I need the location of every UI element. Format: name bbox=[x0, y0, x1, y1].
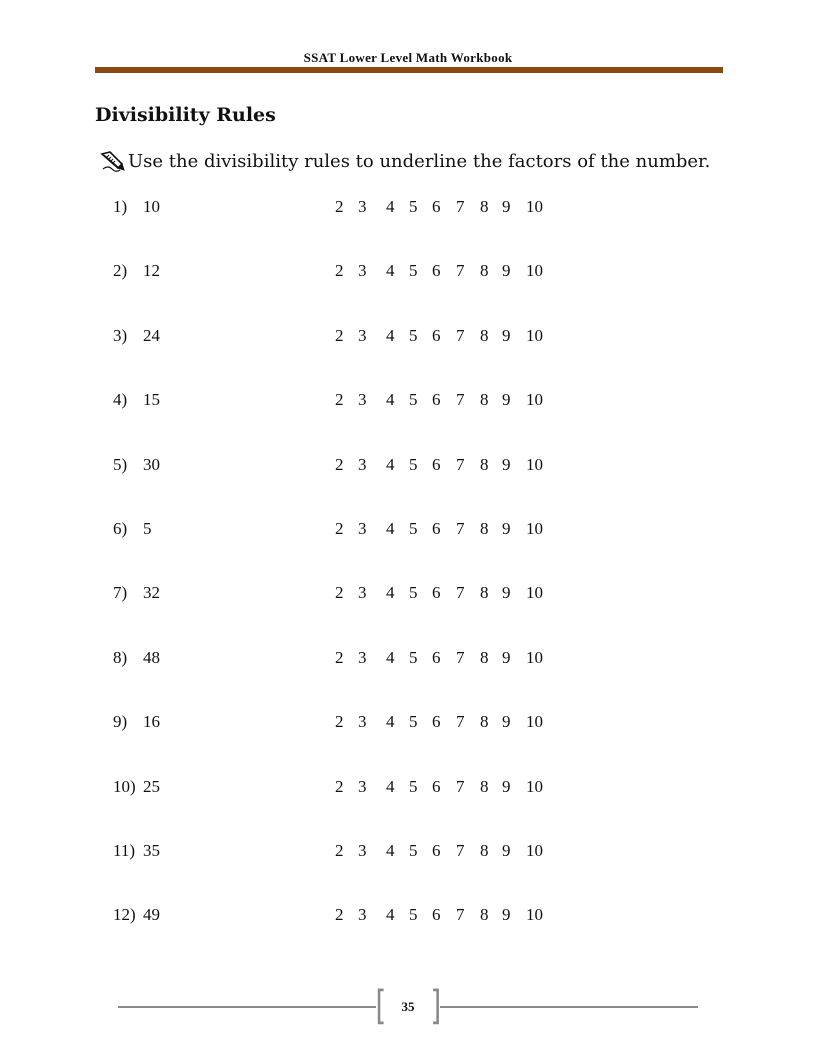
problem-number: 7) bbox=[113, 583, 128, 603]
factor-option[interactable]: 3 bbox=[358, 519, 367, 538]
page-number: 35 bbox=[401, 999, 415, 1014]
header-divider bbox=[95, 67, 723, 73]
problem-row bbox=[0, 326, 816, 350]
factor-option[interactable]: 7 bbox=[456, 454, 465, 474]
problem-value: 12 bbox=[143, 261, 160, 281]
factor-option[interactable]: 2 bbox=[335, 325, 344, 345]
factor-option[interactable]: 4 bbox=[386, 390, 395, 410]
factor-option[interactable]: 7 bbox=[456, 519, 465, 538]
factor-option[interactable]: 9 bbox=[502, 390, 511, 410]
factor-option[interactable]: 5 bbox=[409, 905, 418, 925]
factor-option[interactable]: 5 bbox=[409, 712, 418, 732]
factor-option[interactable]: 2 bbox=[335, 390, 344, 410]
factor-option[interactable]: 10 bbox=[526, 712, 543, 732]
factor-option[interactable]: 5 bbox=[409, 390, 418, 410]
factor-option[interactable]: 9 bbox=[502, 776, 511, 796]
problem-number: 9) bbox=[113, 712, 128, 732]
factor-option[interactable]: 6 bbox=[432, 776, 441, 796]
problem-row bbox=[0, 197, 816, 221]
problem-number: 8) bbox=[113, 647, 128, 667]
problem-value: 35 bbox=[143, 841, 160, 860]
problem-row bbox=[0, 261, 816, 285]
factor-option[interactable]: 5 bbox=[409, 197, 418, 216]
factor-option[interactable]: 4 bbox=[386, 647, 395, 667]
factor-option[interactable]: 9 bbox=[502, 325, 511, 345]
factor-option[interactable]: 9 bbox=[502, 197, 511, 216]
factor-option[interactable]: 3 bbox=[358, 325, 367, 345]
factor-option[interactable]: 10 bbox=[526, 325, 543, 345]
footer-bracket-left: [ bbox=[375, 983, 387, 1029]
problem-number: 4) bbox=[113, 390, 128, 410]
factor-option[interactable]: 5 bbox=[409, 261, 418, 281]
factor-option[interactable]: 4 bbox=[386, 776, 395, 796]
problem-number: 3) bbox=[113, 325, 128, 345]
factor-option[interactable]: 3 bbox=[358, 647, 367, 667]
factor-option[interactable]: 4 bbox=[386, 712, 395, 732]
factor-option[interactable]: 6 bbox=[432, 905, 441, 925]
factor-option[interactable]: 10 bbox=[526, 454, 543, 474]
factor-option[interactable]: 8 bbox=[480, 647, 489, 667]
factor-option[interactable]: 2 bbox=[335, 454, 344, 474]
problem-number: 10) bbox=[113, 776, 136, 796]
pencil-writing-icon bbox=[100, 150, 126, 172]
factor-option[interactable]: 4 bbox=[386, 261, 395, 281]
factor-option[interactable]: 2 bbox=[335, 519, 344, 538]
factor-option[interactable]: 8 bbox=[480, 841, 489, 860]
factor-option[interactable]: 2 bbox=[335, 712, 344, 732]
footer-bracket-right: ] bbox=[430, 983, 442, 1029]
factor-option[interactable]: 6 bbox=[432, 390, 441, 410]
factor-option[interactable]: 8 bbox=[480, 776, 489, 796]
factor-option[interactable]: 10 bbox=[526, 261, 543, 281]
factor-option[interactable]: 7 bbox=[456, 325, 465, 345]
problem-row bbox=[0, 390, 816, 414]
factor-option[interactable]: 2 bbox=[335, 197, 344, 216]
factor-option[interactable]: 10 bbox=[526, 197, 543, 216]
problem-number: 11) bbox=[113, 841, 136, 860]
factor-option[interactable]: 2 bbox=[335, 905, 344, 925]
problem-value: 16 bbox=[143, 712, 160, 732]
factor-option[interactable]: 8 bbox=[480, 197, 489, 216]
problem-number: 6) bbox=[113, 519, 128, 538]
factor-option[interactable]: 6 bbox=[432, 841, 441, 860]
factor-option[interactable]: 4 bbox=[386, 454, 395, 474]
factor-option[interactable]: 7 bbox=[456, 647, 465, 667]
factor-option[interactable]: 6 bbox=[432, 519, 441, 538]
problem-row bbox=[0, 648, 816, 672]
factor-option[interactable]: 4 bbox=[386, 519, 395, 538]
factor-option[interactable]: 8 bbox=[480, 905, 489, 925]
factor-option[interactable]: 4 bbox=[386, 325, 395, 345]
footer-rule-right bbox=[440, 1006, 698, 1008]
factor-option[interactable]: 9 bbox=[502, 261, 511, 281]
factor-option[interactable]: 3 bbox=[358, 197, 367, 216]
factor-option[interactable]: 3 bbox=[358, 583, 367, 603]
factor-option[interactable]: 8 bbox=[480, 519, 489, 538]
factor-option[interactable]: 6 bbox=[432, 583, 441, 603]
factor-option[interactable]: 10 bbox=[526, 647, 543, 667]
problem-row bbox=[0, 841, 816, 865]
problem-row bbox=[0, 777, 816, 801]
workbook-header-title: SSAT Lower Level Math Workbook bbox=[303, 50, 513, 65]
problem-value: 24 bbox=[143, 325, 160, 345]
factor-option[interactable]: 10 bbox=[526, 583, 543, 603]
factor-option[interactable]: 2 bbox=[335, 776, 344, 796]
problem-value: 49 bbox=[143, 905, 160, 925]
factor-option[interactable]: 3 bbox=[358, 776, 367, 796]
factor-option[interactable]: 5 bbox=[409, 841, 418, 860]
factor-option[interactable]: 7 bbox=[456, 261, 465, 281]
factor-option[interactable]: 6 bbox=[432, 197, 441, 216]
factor-option[interactable]: 7 bbox=[456, 905, 465, 925]
factor-option[interactable]: 5 bbox=[409, 325, 418, 345]
factor-option[interactable]: 3 bbox=[358, 390, 367, 410]
problem-value: 25 bbox=[143, 776, 160, 796]
problem-row bbox=[0, 519, 816, 543]
problem-row bbox=[0, 712, 816, 736]
factor-option[interactable]: 8 bbox=[480, 712, 489, 732]
problem-value: 32 bbox=[143, 583, 160, 603]
factor-option[interactable]: 2 bbox=[335, 261, 344, 281]
factor-option[interactable]: 5 bbox=[409, 776, 418, 796]
problem-row bbox=[0, 583, 816, 607]
factor-option[interactable]: 8 bbox=[480, 390, 489, 410]
factor-option[interactable]: 2 bbox=[335, 647, 344, 667]
factor-option[interactable]: 10 bbox=[526, 519, 543, 538]
factor-option[interactable]: 7 bbox=[456, 776, 465, 796]
factor-option[interactable]: 5 bbox=[409, 647, 418, 667]
factor-option[interactable]: 5 bbox=[409, 583, 418, 603]
factor-option[interactable]: 9 bbox=[502, 519, 511, 538]
problem-value: 10 bbox=[143, 197, 160, 216]
factor-option[interactable]: 9 bbox=[502, 647, 511, 667]
problem-value: 15 bbox=[143, 390, 160, 410]
factor-option[interactable]: 3 bbox=[358, 712, 367, 732]
factor-option[interactable]: 8 bbox=[480, 261, 489, 281]
factor-option[interactable]: 8 bbox=[480, 454, 489, 474]
factor-option[interactable]: 5 bbox=[409, 519, 418, 538]
factor-option[interactable]: 3 bbox=[358, 905, 367, 925]
factor-option[interactable]: 3 bbox=[358, 261, 367, 281]
factor-option[interactable]: 10 bbox=[526, 905, 543, 925]
problem-value: 48 bbox=[143, 647, 160, 667]
factor-option[interactable]: 7 bbox=[456, 712, 465, 732]
factor-option[interactable]: 6 bbox=[432, 454, 441, 474]
factor-option[interactable]: 4 bbox=[386, 197, 395, 216]
factor-option[interactable]: 4 bbox=[386, 583, 395, 603]
problem-value: 30 bbox=[143, 454, 160, 474]
problem-value: 5 bbox=[143, 519, 152, 538]
problem-number: 5) bbox=[113, 454, 128, 474]
factor-option[interactable]: 8 bbox=[480, 583, 489, 603]
factor-option[interactable]: 3 bbox=[358, 841, 367, 860]
factor-option[interactable]: 9 bbox=[502, 905, 511, 925]
factor-option[interactable]: 9 bbox=[502, 841, 511, 860]
footer-rule-left bbox=[118, 1006, 376, 1008]
factor-option[interactable]: 10 bbox=[526, 390, 543, 410]
problem-row bbox=[0, 905, 816, 929]
factor-option[interactable]: 9 bbox=[502, 454, 511, 474]
factor-option[interactable]: 6 bbox=[432, 325, 441, 345]
factor-option[interactable]: 6 bbox=[432, 261, 441, 281]
factor-option[interactable]: 4 bbox=[386, 905, 395, 925]
factor-option[interactable]: 7 bbox=[456, 583, 465, 603]
factor-option[interactable]: 5 bbox=[409, 454, 418, 474]
factor-option[interactable]: 9 bbox=[502, 583, 511, 603]
instruction-line bbox=[100, 150, 710, 172]
factor-option[interactable]: 10 bbox=[526, 776, 543, 796]
factor-option[interactable]: 8 bbox=[480, 325, 489, 345]
factor-option[interactable]: 7 bbox=[456, 841, 465, 860]
problem-number: 1) bbox=[113, 197, 128, 216]
factor-option[interactable]: 6 bbox=[432, 712, 441, 732]
factor-option[interactable]: 7 bbox=[456, 390, 465, 410]
factor-option[interactable]: 9 bbox=[502, 712, 511, 732]
problem-number: 2) bbox=[113, 261, 128, 281]
factor-option[interactable]: 6 bbox=[432, 647, 441, 667]
factor-option[interactable]: 4 bbox=[386, 841, 395, 860]
factor-option[interactable]: 2 bbox=[335, 841, 344, 860]
factor-option[interactable]: 10 bbox=[526, 841, 543, 860]
factor-option[interactable]: 7 bbox=[456, 197, 465, 216]
section-title: Divisibility Rules bbox=[95, 104, 276, 126]
problem-number: 12) bbox=[113, 905, 136, 925]
instruction-text: Use the divisibility rules to underline the factors of the number. bbox=[128, 150, 711, 172]
problem-row bbox=[0, 455, 816, 479]
factor-option[interactable]: 3 bbox=[358, 454, 367, 474]
factor-option[interactable]: 2 bbox=[335, 583, 344, 603]
